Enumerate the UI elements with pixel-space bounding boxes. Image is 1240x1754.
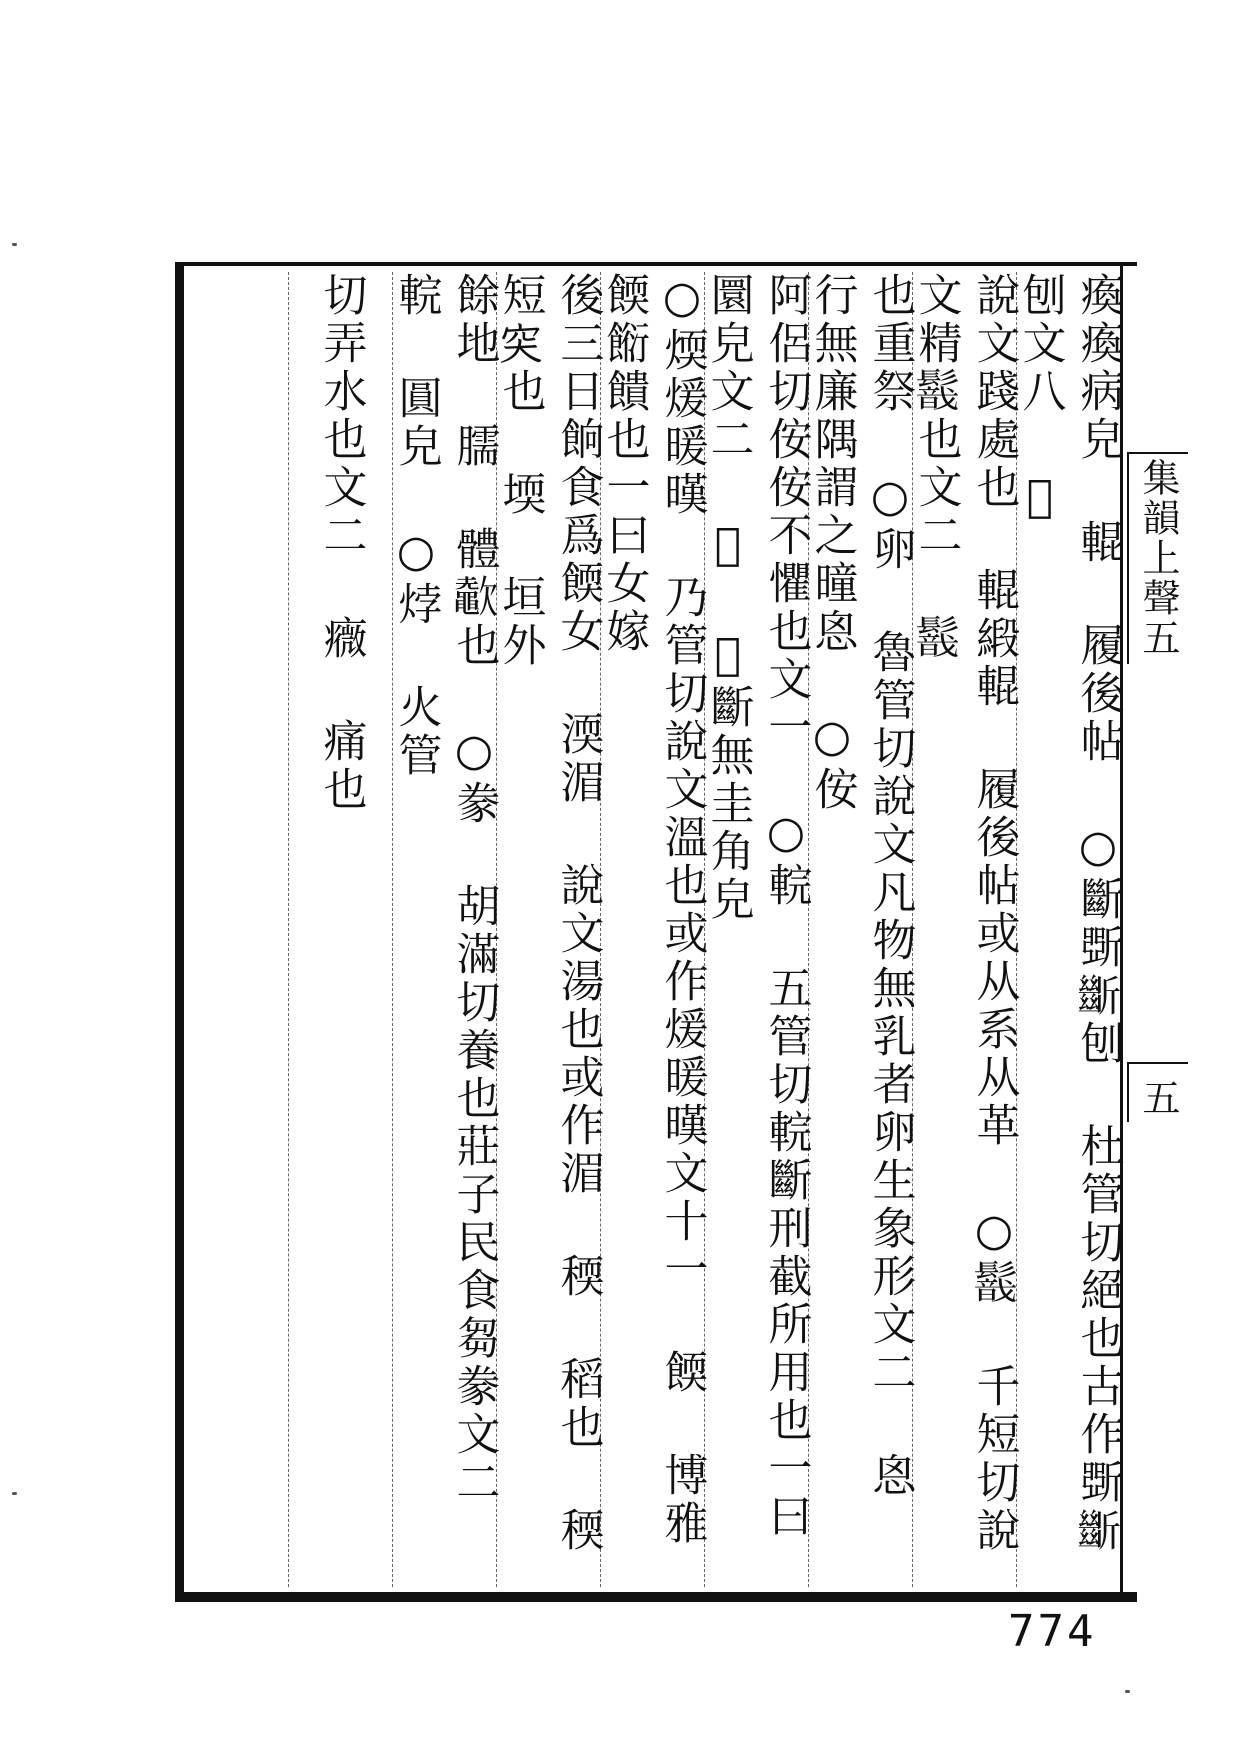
text-column-7 (390, 272, 500, 1587)
text-column-3 (806, 272, 916, 1587)
text-column-5 (598, 272, 708, 1587)
page-number: 774 (1008, 1606, 1097, 1657)
column-text: 後三日餉食爲餪女 渜湄 說文湯也或作湄 稬 稻也 稬 短𥤮也 堧 垣外 (494, 272, 604, 1555)
scan-speck (1125, 1690, 1130, 1693)
column-text: 也重祭 ○卵 魯管切說文凡物無乳者卵生象形文二 恖 行無廉隅謂之曈恖 ○侒 (806, 272, 916, 1500)
margin-strip (1123, 262, 1180, 1602)
column-text: ○煗煖暖暵 乃管切說文溫也或作煖暖暵文十一 餪 博雅餪餰饋也一曰女嫁 (598, 272, 708, 1548)
text-column-8 (288, 272, 392, 1587)
text-column-6 (494, 272, 604, 1587)
column-text: 餘地 臑 體𣤶也 ○豢 胡滿切養也莊子民食芻豢文二 輐 圓皃 ○㶿 火管 (390, 272, 500, 1507)
text-column-1 (1014, 272, 1124, 1587)
margin-folio: 五 (1127, 1062, 1188, 1122)
column-text: 說文踐處也 輥緞輥 履後帖或从系从革 ○𩯈 千短切說文精𩯈也文二 𩯈 (910, 272, 1020, 1555)
scan-speck (12, 243, 17, 246)
column-text: 阿侶切侒侒不懼也文一 ○輐 五管切輐斷刑截所用也一曰圜皃文二 𧇊 𧇊斷無圭角皃 (702, 272, 812, 1541)
scan-speck (12, 1492, 17, 1495)
column-text: 切弄水也文二 癓 痛也 (315, 272, 367, 814)
column-text: 瘓瘓病皃 輥 履後帖 ○斷斲𣃔刨 杜管切絕也古作斲𣃔刨文八 𨤲 (1014, 272, 1124, 1555)
margin-book-title: 集韻上聲五 (1127, 452, 1188, 664)
text-column-2 (910, 272, 1020, 1587)
text-column-4 (702, 272, 812, 1587)
